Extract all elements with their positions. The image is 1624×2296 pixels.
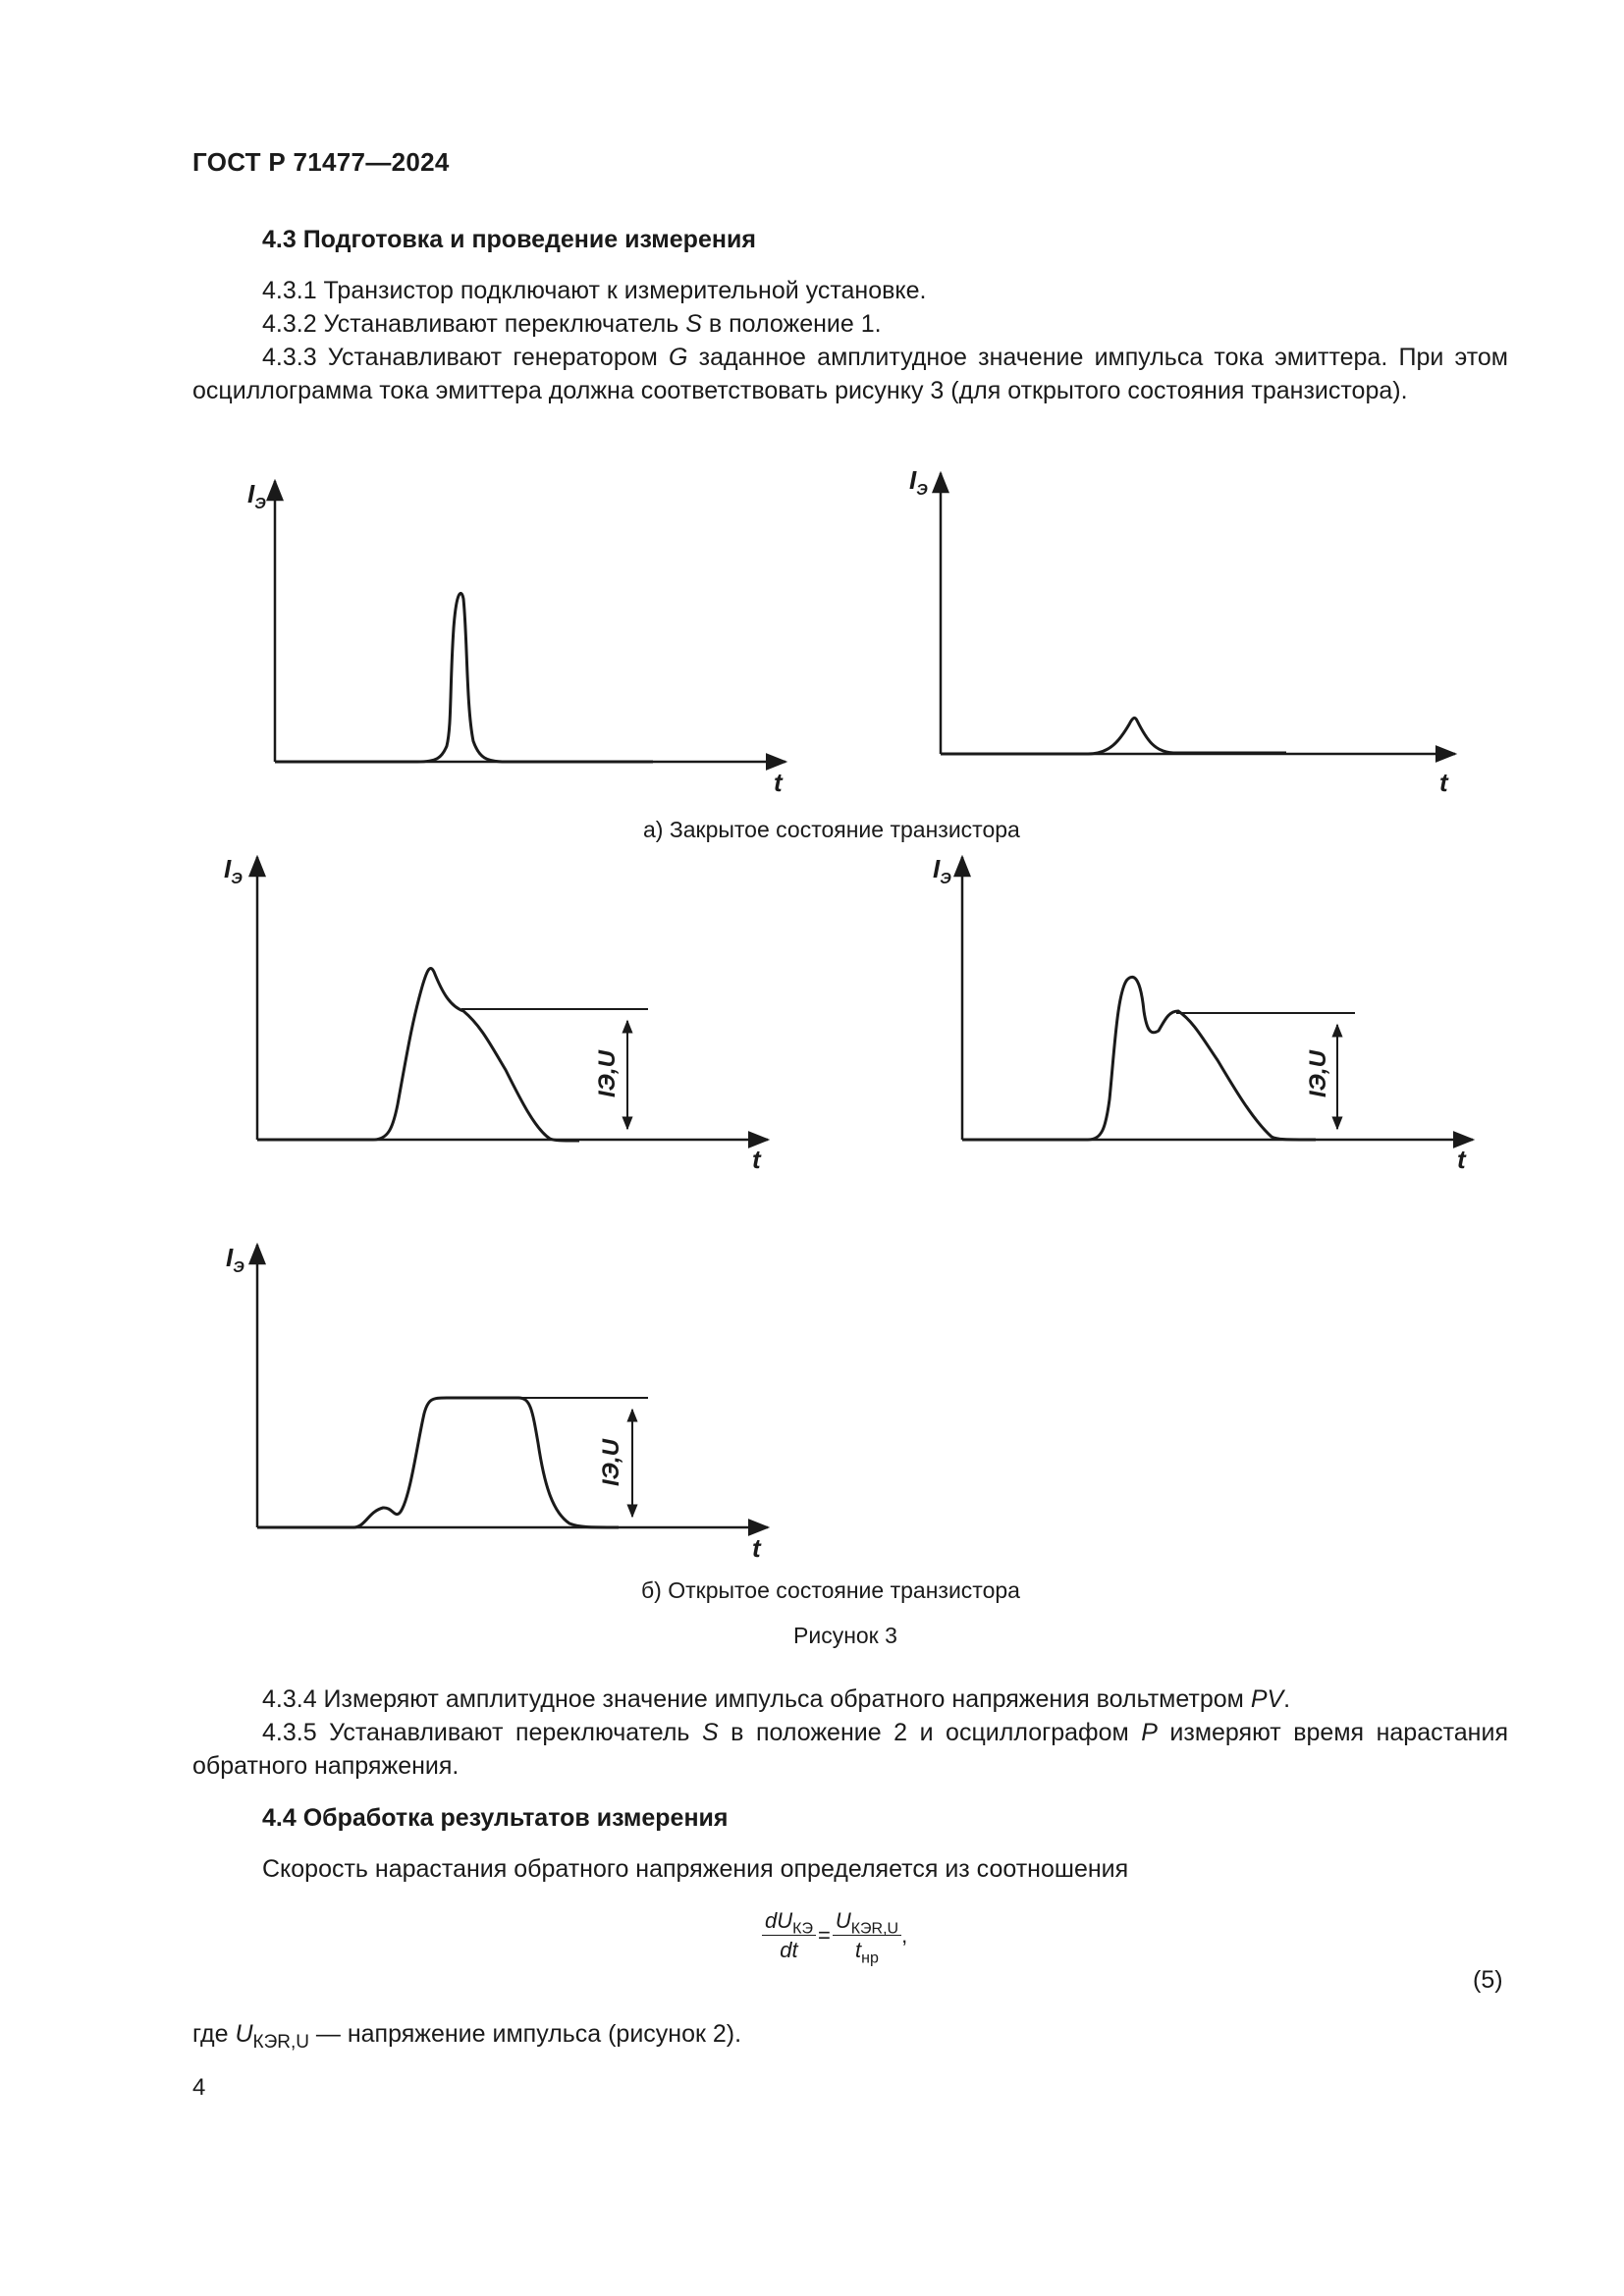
waveform	[257, 1398, 619, 1527]
variable-p: P	[1141, 1719, 1158, 1746]
x-axis-label: t	[1439, 768, 1448, 797]
formula-5	[762, 1908, 908, 1967]
caption-b: б) Открытое состояние транзистора	[641, 1577, 1020, 1603]
paragraph-4-3-5	[192, 1716, 1508, 1783]
waveform	[275, 593, 653, 762]
figure-title: Рисунок 3	[793, 1623, 897, 1648]
text-run: — напряжение импульса (рисунок 2).	[308, 2020, 742, 2048]
x-axis-label: t	[1457, 1145, 1466, 1174]
panel-a-left	[275, 481, 785, 762]
waveform	[962, 977, 1316, 1140]
text-run: в положение 2 и осциллографом	[718, 1719, 1142, 1746]
y-axis-label: $I_Э$	[247, 479, 266, 512]
variable-s: S	[685, 310, 702, 338]
subscript: КЭR,U	[252, 2032, 309, 2053]
waveform	[941, 718, 1286, 754]
variable-pv: PV	[1250, 1685, 1284, 1713]
formula-lhs: $\frac{dU_{КЭ}}{dt}$	[762, 1908, 816, 1963]
amplitude-label: IЭ,U	[1305, 1050, 1331, 1097]
document-header: ГОСТ Р 71477—2024	[192, 147, 450, 177]
panel-b-left	[257, 857, 768, 1141]
x-axis-label: t	[752, 1145, 761, 1174]
formula-comma: ,	[901, 1923, 908, 1948]
text-run: в положение 1.	[701, 310, 882, 338]
equals-sign: =	[817, 1923, 831, 1948]
x-axis-label: t	[752, 1533, 761, 1563]
formula-where	[192, 2017, 1508, 2051]
section-4-3-title: 4.3 Подготовка и проведение измерения	[262, 226, 756, 253]
formula-number: (5)	[1473, 1966, 1503, 1994]
text-run: где	[192, 2020, 236, 2048]
text-run: измеряют время нарастания обратного напряжения.	[192, 1719, 1508, 1780]
paragraph-4-3-1: 4.3.1 Транзистор подключают к измерительной установке.	[262, 277, 927, 304]
amplitude-label: IЭ,U	[598, 1439, 624, 1486]
text-run: 4.3.4 Измеряют амплитудное значение импульса обратного напряжения вольтметром	[262, 1685, 1251, 1713]
text-run: 4.3.5 Устанавливают переключатель	[262, 1719, 702, 1746]
formula-rhs: $\frac{U_{КЭR,U}}{t_{нр}}$	[833, 1908, 901, 1963]
paragraph-4-3-4	[192, 1682, 1508, 1716]
y-axis-label: $I_Э$	[909, 465, 928, 499]
panel-b-right	[962, 857, 1473, 1140]
y-axis-label: $I_Э$	[224, 854, 243, 887]
text-run: .	[1283, 1685, 1291, 1713]
section-4-4-title: 4.4 Обработка результатов измерения	[262, 1804, 729, 1832]
variable-s: S	[701, 1719, 719, 1746]
y-axis-label: $I_Э$	[226, 1243, 244, 1276]
amplitude-label: IЭ,U	[594, 1050, 621, 1097]
y-axis-label: $I_Э$	[933, 854, 951, 887]
caption-a: а) Закрытое состояние транзистора	[643, 817, 1020, 842]
text-run: 4.3.3 Устанавливают генератором	[262, 344, 670, 371]
variable-g: G	[669, 344, 688, 371]
panel-b-bottom	[257, 1245, 768, 1527]
section-4-4-intro: Скорость нарастания обратного напряжения определяется из соотношения	[262, 1855, 1129, 1883]
panel-a-right	[941, 473, 1455, 754]
text-run: заданное амплитудное значение импульса тока эмиттера. При этом осциллограмма тока эмиттера должна соответствовать рисунку 3 (для открытого состояния транзистора).	[192, 344, 1508, 404]
variable-u: U	[235, 2020, 253, 2048]
x-axis-label: t	[774, 768, 783, 797]
waveform	[257, 968, 579, 1141]
page-number: 4	[192, 2074, 206, 2101]
text-run: 4.3.2 Устанавливают переключатель	[262, 310, 686, 338]
